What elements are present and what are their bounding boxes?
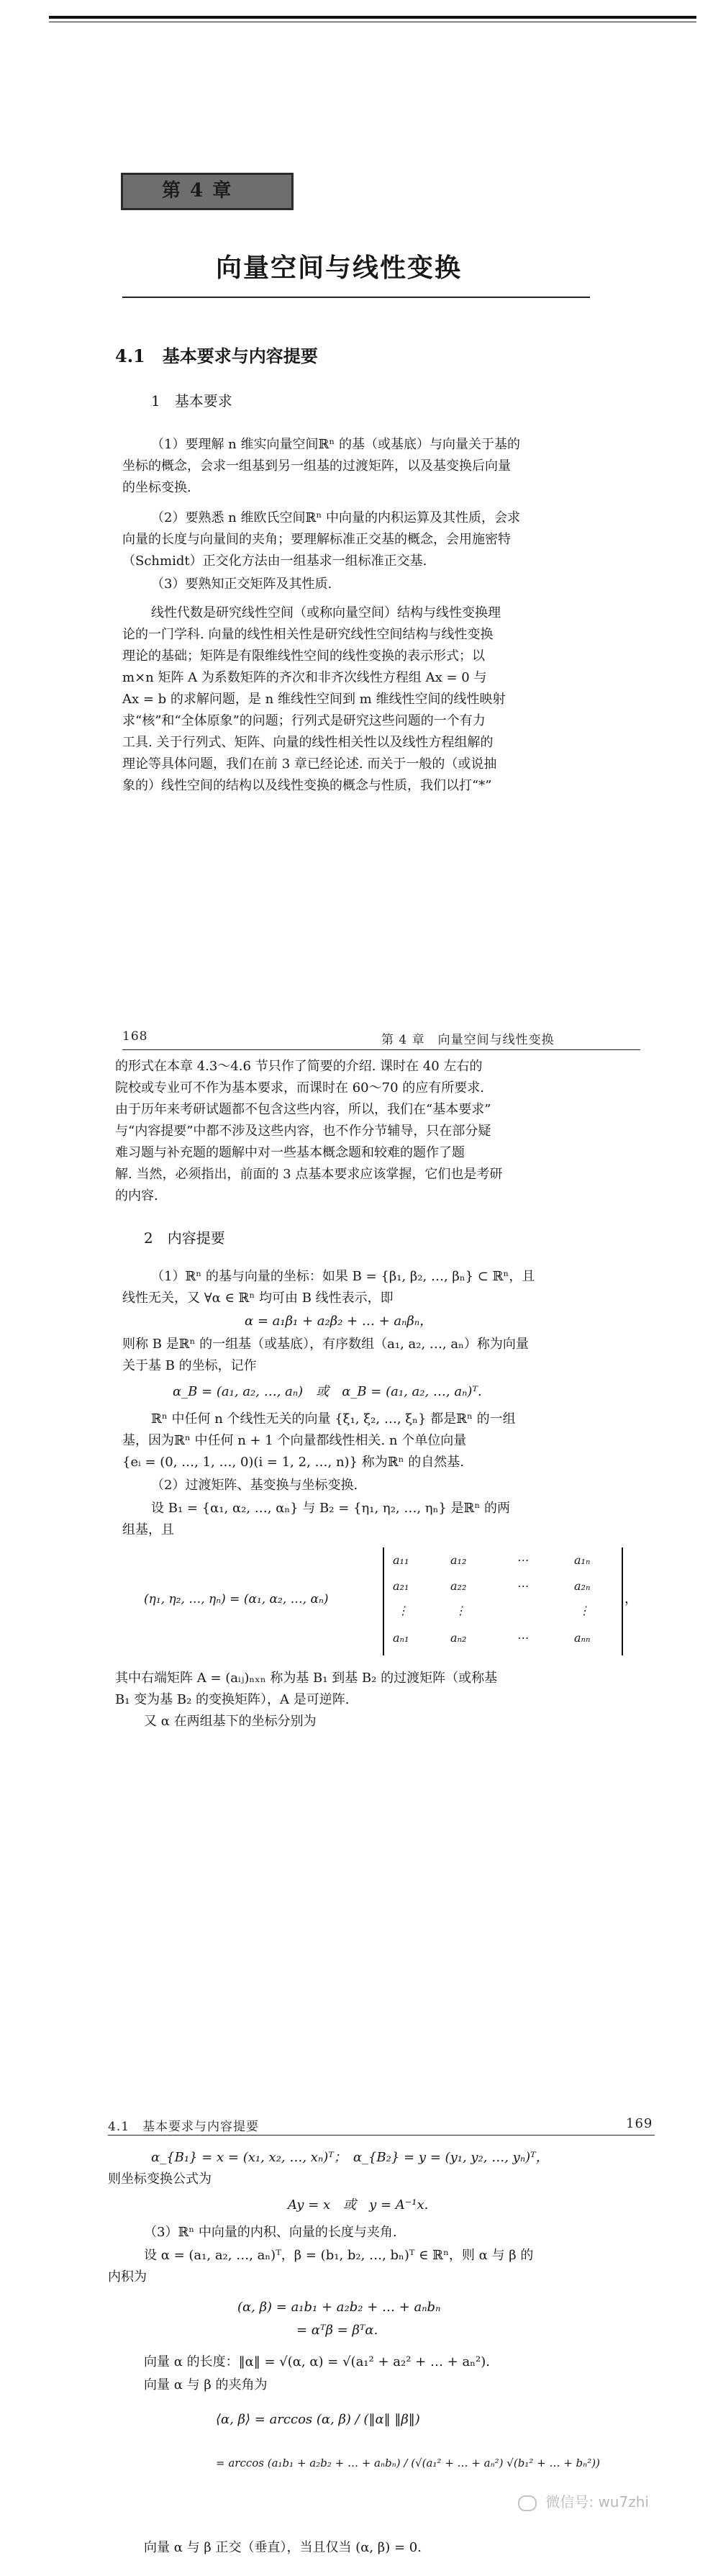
body-line: 组基，且 bbox=[122, 1522, 174, 1537]
body-line: 象的）线性空间的结构以及线性变换的概念与性质，我们以打“*” bbox=[122, 778, 492, 793]
matrix-cell: ⋯ bbox=[517, 1579, 528, 1593]
equation: (α, β) = a₁b₁ + a₂b₂ + … + aₙbₙ bbox=[237, 2300, 441, 2315]
equation: α_{B₁} = x = (x₁, x₂, …, xₙ)ᵀ； α_{B₂} = y = (y₁, y₂, …, yₙ)ᵀ， bbox=[151, 2150, 549, 2165]
equation-comma: ， bbox=[624, 1591, 637, 1606]
equation: Ay = x 或 y = A⁻¹x. bbox=[288, 2197, 429, 2213]
running-head: 4.1 基本要求与内容提要 bbox=[108, 2120, 260, 2134]
body-line: （3）要熟知正交矩阵及其性质. bbox=[151, 577, 332, 592]
watermark bbox=[518, 2490, 649, 2511]
body-line: （Schmidt）正交化方法由一组基求一组标准正交基. bbox=[122, 553, 427, 569]
page-3 bbox=[0, 1735, 718, 2576]
matrix-cell: a₁ₙ bbox=[574, 1553, 591, 1567]
body-line: 坐标的概念，会求一组基到另一组基的过渡矩阵，以及基变换后向量 bbox=[122, 458, 511, 474]
matrix-cell: ⋮ bbox=[397, 1604, 409, 1617]
body-line: 向量的长度与向量间的夹角；要理解标准正交基的概念，会用施密特 bbox=[122, 532, 511, 547]
body-line: 则坐标变换公式为 bbox=[108, 2171, 212, 2187]
chapter-title: 向量空间与线性变换 bbox=[216, 253, 463, 283]
page-1 bbox=[0, 0, 718, 957]
header-rule bbox=[122, 1049, 640, 1050]
body-line: 内积为 bbox=[108, 2269, 147, 2284]
body-line: 求“核”和“全体原象”的问题；行列式是研究这些问题的一个有力 bbox=[122, 713, 486, 728]
body-line: （2）要熟悉 n 维欧氏空间ℝⁿ 中向量的内积运算及其性质，会求 bbox=[151, 510, 520, 525]
body-line: 线性无关，又 ∀α ∈ ℝⁿ 均可由 B 线性表示，即 bbox=[122, 1291, 394, 1306]
header-rule bbox=[108, 2135, 655, 2136]
body-line: 难习题与补充题的题解中对一些基本概念题和较难的题作了题 bbox=[115, 1145, 465, 1160]
matrix-cell: a₂₁ bbox=[393, 1579, 409, 1593]
body-line: 的坐标变换. bbox=[122, 480, 191, 495]
equation: ⟨α, β⟩ = arccos (α, β) / (‖α‖ ‖β‖) bbox=[216, 2412, 420, 2427]
body-line: （1）ℝⁿ 的基与向量的坐标：如果 B = {β₁, β₂, …, βₙ} ⊂ ℝⁿ，且 bbox=[151, 1269, 535, 1284]
equation-left: (η₁, η₂, …, ηₙ) = (α₁, α₂, …, αₙ) bbox=[144, 1592, 329, 1606]
body-line: Ax = b 的求解问题，是 n 维线性空间到 m 维线性空间的线性映射 bbox=[122, 692, 506, 707]
section-heading: 4.1 基本要求与内容提要 bbox=[115, 345, 318, 366]
transition-matrix bbox=[383, 1547, 623, 1655]
body-line: （2）过渡矩阵、基变换与坐标变换. bbox=[151, 1478, 358, 1493]
body-line: 线性代数是研究线性空间（或称向量空间）结构与线性变换理 bbox=[151, 605, 501, 620]
body-line: 向量 α 与 β 的夹角为 bbox=[144, 2377, 268, 2392]
wechat-icon bbox=[518, 2495, 537, 2511]
matrix-cell: a₂₂ bbox=[450, 1579, 467, 1593]
body-line: 解. 当然，必须指出，前面的 3 点基本要求应该掌握，它们也是考研 bbox=[115, 1167, 503, 1182]
body-line: ℝⁿ 中任何 n 个线性无关的向量 {ξ₁, ξ₂, …, ξₙ} 都是ℝⁿ 的一组 bbox=[151, 1411, 516, 1427]
body-line: 工具. 关于行列式、矩阵、向量的线性相关性以及线性方程组解的 bbox=[122, 735, 494, 750]
body-line: 的形式在本章 4.3～4.6 节只作了简要的介绍. 课时在 40 左右的 bbox=[115, 1059, 483, 1074]
body-line: 理论等具体问题，我们在前 3 章已经论述. 而关于一般的（或说抽 bbox=[122, 756, 497, 772]
body-line: （3）ℝⁿ 中向量的内积、向量的长度与夹角. bbox=[144, 2225, 397, 2240]
matrix-cell: ⋮ bbox=[578, 1604, 590, 1617]
body-line: 关于基 B 的坐标，记作 bbox=[122, 1358, 257, 1373]
body-line: m×n 矩阵 A 为系数矩阵的齐次和非齐次线性方程组 Ax = 0 与 bbox=[122, 670, 487, 685]
body-line: 由于历年来考研试题都不包含这些内容，所以，我们在“基本要求” bbox=[115, 1102, 491, 1117]
running-head: 第 4 章 向量空间与线性变换 bbox=[381, 1033, 555, 1047]
matrix-cell: aₙₙ bbox=[574, 1631, 591, 1645]
matrix-cell: a₁₁ bbox=[393, 1553, 409, 1567]
body-line: B₁ 变为基 B₂ 的变换矩阵），A 是可逆阵. bbox=[115, 1692, 350, 1707]
chapter-tag-label: 第 4 章 bbox=[162, 180, 233, 202]
matrix-cell: aₙ₂ bbox=[450, 1631, 467, 1645]
matrix-cell: aₙ₁ bbox=[393, 1631, 409, 1645]
subsection-heading: 2 内容提要 bbox=[144, 1229, 225, 1247]
matrix-cell: a₂ₙ bbox=[574, 1579, 591, 1593]
equation: = αᵀβ = βᵀα. bbox=[296, 2323, 378, 2338]
equation: = arccos (a₁b₁ + a₂b₂ + … + aₙbₙ) / (√(a₁² + … + aₙ²) √(b₁² + … + bₙ²)) bbox=[216, 2457, 600, 2469]
top-rule bbox=[49, 16, 696, 19]
page-2 bbox=[0, 957, 718, 1735]
body-line: 向量 α 与 β 正交（垂直），当且仅当 (α, β) = 0. bbox=[144, 2540, 422, 2555]
body-line: {eᵢ = (0, …, 1, …, 0)(i = 1, 2, …, n)} 称为ℝⁿ 的自然基. bbox=[122, 1455, 464, 1470]
watermark-text: 微信号: wu7zhi bbox=[545, 2493, 649, 2511]
matrix-cell: ⋯ bbox=[517, 1631, 528, 1645]
body-line: 的内容. bbox=[115, 1188, 158, 1203]
subsection-heading: 1 基本要求 bbox=[151, 392, 232, 410]
body-line: （1）要理解 n 维实向量空间ℝⁿ 的基（或基底）与向量关于基的 bbox=[151, 437, 520, 452]
body-line: 基，因为ℝⁿ 中任何 n + 1 个向量都线性相关. n 个单位向量 bbox=[122, 1433, 467, 1448]
body-line: 向量 α 的长度：‖α‖ = √(α, α) = √(a₁² + a₂² + … + aₙ²). bbox=[144, 2354, 490, 2369]
page-number: 169 bbox=[626, 2116, 653, 2131]
body-line: 理论的基础；矩阵是有限维线性空间的线性变换的表示形式；以 bbox=[122, 648, 485, 664]
matrix-cell: ⋮ bbox=[455, 1604, 466, 1617]
matrix-cell: ⋯ bbox=[517, 1553, 528, 1567]
equation: α = a₁β₁ + a₂β₂ + … + aₙβₙ， bbox=[245, 1314, 433, 1329]
body-line: 又 α 在两组基下的坐标分别为 bbox=[144, 1714, 317, 1729]
title-underline bbox=[122, 297, 590, 298]
body-line: 则称 B 是ℝⁿ 的一组基（或基底），有序数组（a₁, a₂, …, aₙ）称为向量 bbox=[122, 1337, 529, 1352]
body-line: 论的一门学科. 向量的线性相关性是研究线性空间结构与线性变换 bbox=[122, 627, 494, 642]
body-line: 院校或专业可不作为基本要求，而课时在 60～70 的应有所要求. bbox=[115, 1080, 484, 1095]
body-line: 设 B₁ = {α₁, α₂, …, αₙ} 与 B₂ = {η₁, η₂, …, ηₙ} 是ℝⁿ 的两 bbox=[151, 1501, 511, 1516]
body-line: 与“内容提要”中都不涉及这些内容，也不作分节辅导，只在部分疑 bbox=[115, 1124, 491, 1139]
equation: α_B = (a₁, a₂, …, aₙ) 或 α_B = (a₁, a₂, …, aₙ)ᵀ. bbox=[173, 1384, 482, 1399]
page-number: 168 bbox=[122, 1029, 148, 1044]
body-line: 其中右端矩阵 A = (aᵢⱼ)ₙₓₙ 称为基 B₁ 到基 B₂ 的过渡矩阵（或称基 bbox=[115, 1671, 498, 1686]
matrix-cell: a₁₂ bbox=[450, 1553, 467, 1567]
body-line: 设 α = (a₁, a₂, …, aₙ)ᵀ，β = (b₁, b₂, …, bₙ)ᵀ ∈ ℝⁿ，则 α 与 β 的 bbox=[144, 2248, 534, 2263]
